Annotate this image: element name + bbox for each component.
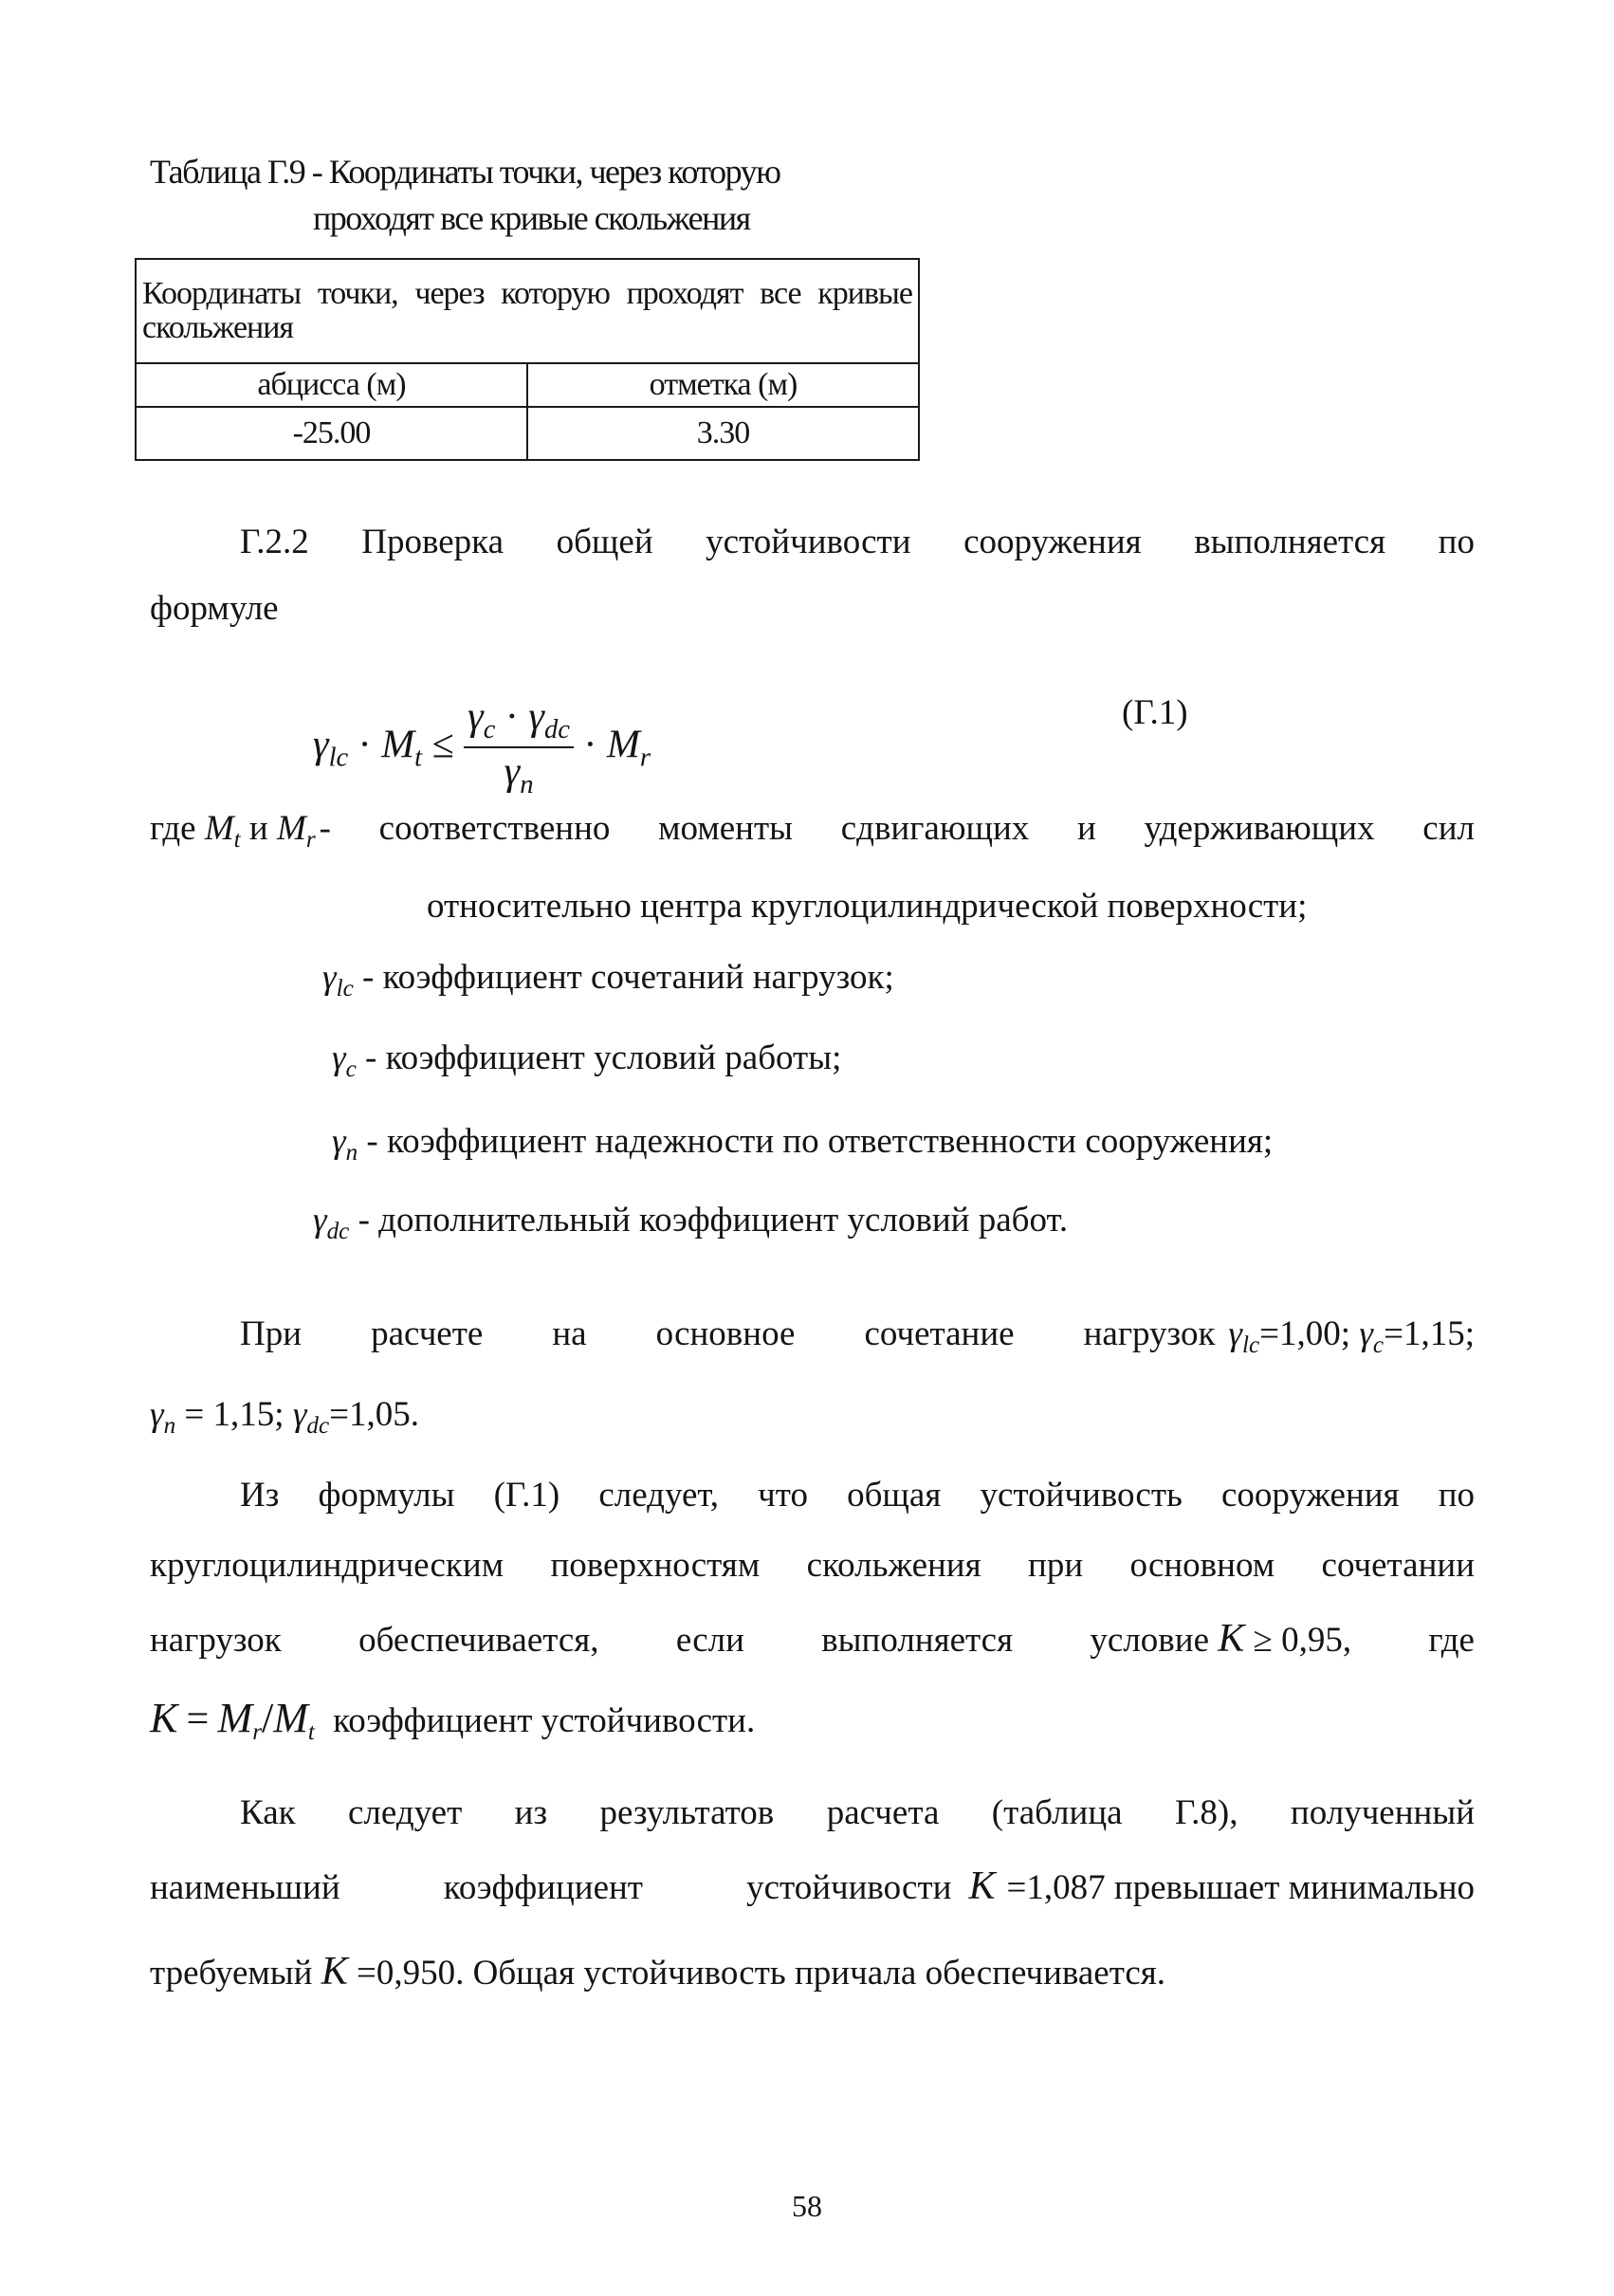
sub-c: c — [483, 715, 496, 745]
value-n: = 1,15; — [184, 1395, 284, 1434]
sub-lc: lc — [1242, 1332, 1260, 1359]
table-caption-line2: проходят все кривые скольжения — [313, 199, 750, 237]
sub-dc: dc — [326, 1219, 350, 1245]
sub-lc: lc — [328, 743, 349, 773]
para2-line3 — [150, 1619, 1475, 1659]
gamma-symbol: γ — [322, 958, 337, 997]
col-header-elevation: отметка (м) — [527, 363, 919, 407]
fraction-denominator — [464, 748, 574, 799]
sub-t: t — [414, 743, 423, 773]
condition — [1090, 1619, 1351, 1659]
where-moments-line — [150, 811, 1475, 852]
word-nagruzok: нагрузок — [150, 1621, 282, 1660]
condition-value: ≥ 0,95, — [1253, 1621, 1352, 1660]
para3-line2-value: =1,087 превышает минимально — [1006, 1868, 1475, 1907]
para3-line3 — [150, 1952, 1165, 1992]
equals: = — [186, 1698, 210, 1741]
cell-elevation: 3.30 — [527, 407, 919, 460]
page-number: 58 — [792, 2189, 822, 2223]
where-dc — [313, 1203, 1068, 1243]
word-esli: если — [675, 1621, 744, 1660]
value-c: =1,15; — [1384, 1314, 1475, 1353]
K-symbol: K — [968, 1864, 996, 1908]
word-vypolnyaetsya: выполняется — [821, 1621, 1014, 1660]
coords-table — [135, 258, 920, 461]
para3-line3-value: =0,950. Общая устойчивость причала обеспечивается. — [356, 1954, 1166, 1993]
gamma-symbol: γ — [504, 749, 521, 794]
cell-abscissa: -25.00 — [136, 407, 527, 460]
desc-c: - коэффициент условий работы; — [365, 1038, 842, 1077]
para1-values — [1228, 1316, 1475, 1357]
M-symbol: M — [217, 1695, 253, 1741]
gamma-symbol: γ — [528, 695, 544, 739]
value-lc: =1,00; — [1259, 1314, 1351, 1353]
M-symbol: M — [381, 723, 415, 767]
K-symbol: K — [1218, 1617, 1245, 1661]
sub-n: n — [520, 769, 534, 799]
gamma-symbol: γ — [1359, 1314, 1373, 1353]
sub-c: c — [345, 1056, 357, 1083]
sub-r: r — [252, 1719, 262, 1746]
dot: · — [504, 695, 519, 739]
para1-line2 — [150, 1397, 419, 1438]
M-symbol: M — [204, 809, 234, 848]
gamma-symbol: γ — [313, 723, 329, 767]
gamma-symbol: γ — [1228, 1314, 1243, 1353]
where-lc — [322, 960, 894, 1001]
sub-dc: dc — [543, 715, 570, 745]
where-c — [332, 1040, 841, 1081]
gamma-symbol: γ — [292, 1395, 307, 1434]
dot: · — [583, 723, 597, 767]
table-caption-line1: Таблица Г.9 - Координаты точки, через которую — [150, 153, 780, 191]
M-symbol: M — [606, 723, 640, 767]
desc-lc: - коэффициент сочетаний нагрузок; — [362, 958, 894, 997]
gamma-symbol: γ — [468, 695, 484, 739]
slash: / — [262, 1695, 274, 1741]
coords-table-header: Координаты точки, через которую проходят все кривые скольжения — [136, 259, 919, 363]
gamma-symbol: γ — [150, 1395, 164, 1434]
leq-symbol: ≤ — [431, 723, 454, 767]
para3-line1: Как следует из результатов расчета (таблица Г.8), полученный — [240, 1793, 1475, 1832]
where-moments-desc: - соответственно моменты сдвигающих и удерживающих сил — [319, 809, 1475, 848]
K-symbol: K — [321, 1950, 348, 1993]
para1-text: При расчете на основное сочетание нагрузок — [240, 1314, 1216, 1353]
M-symbol: M — [276, 809, 306, 848]
where-n — [332, 1124, 1273, 1165]
sub-t: t — [307, 1719, 315, 1746]
word-gde: где — [150, 809, 196, 848]
section-line1: Г.2.2 Проверка общей устойчивости сооружения выполняется по — [240, 523, 1475, 561]
where-moments-cont: относительно центра круглоцилиндрической поверхности; — [427, 887, 1308, 926]
word-uslovie: условие — [1090, 1621, 1209, 1660]
section-line2: формуле — [150, 589, 279, 628]
gamma-symbol: γ — [313, 1201, 327, 1240]
k-definition-text: коэффициент устойчивости. — [333, 1701, 756, 1740]
sub-dc: dc — [306, 1413, 330, 1440]
fraction — [464, 697, 574, 799]
sub-r: r — [639, 743, 651, 773]
gamma-symbol: γ — [332, 1122, 346, 1161]
col-header-abscissa: абцисса (м) — [136, 363, 527, 407]
sub-c: c — [1372, 1332, 1385, 1359]
desc-dc: - дополнительный коэффициент условий работ. — [358, 1201, 1069, 1240]
para2-line1: Из формулы (Г.1) следует, что общая устойчивость сооружения по — [240, 1476, 1475, 1515]
where-lead — [150, 811, 316, 852]
para2-line4 — [150, 1695, 756, 1746]
M-symbol: M — [273, 1695, 308, 1741]
formula-g1 — [313, 697, 651, 799]
word-and: и — [248, 809, 268, 848]
para1-line1 — [240, 1316, 1475, 1357]
sub-lc: lc — [336, 976, 354, 1002]
word-trebuemyi: требуемый — [150, 1954, 313, 1993]
K-symbol: K — [150, 1695, 178, 1741]
sub-n: n — [163, 1413, 176, 1440]
para2-line2: круглоцилиндрическим поверхностям скольжения при основном сочетании — [150, 1546, 1475, 1585]
dot: · — [358, 723, 372, 767]
para3-line2-text: наименьший коэффициент устойчивости — [150, 1868, 952, 1907]
formula-label: (Г.1) — [1122, 693, 1188, 732]
word-gde: где — [1428, 1621, 1475, 1660]
value-dc: =1,05. — [329, 1395, 420, 1434]
para3-line2 — [150, 1866, 1475, 1906]
word-obespechivaetsya: обеспечивается, — [358, 1621, 599, 1660]
desc-n: - коэффициент надежности по ответственности сооружения; — [366, 1122, 1274, 1161]
gamma-symbol: γ — [332, 1038, 346, 1077]
sub-t: t — [233, 827, 241, 854]
fraction-numerator — [464, 697, 574, 748]
sub-n: n — [345, 1140, 358, 1166]
sub-r: r — [305, 827, 316, 854]
